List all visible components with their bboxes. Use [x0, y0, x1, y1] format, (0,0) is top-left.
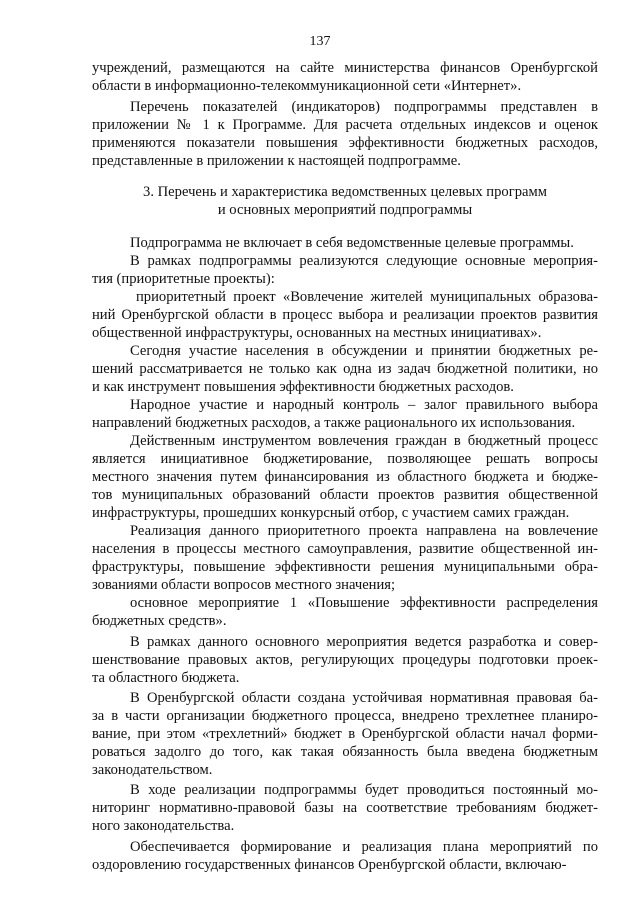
- text-line: ного законодательства.: [92, 818, 235, 834]
- text-line: шенствование правовых актов, регулирующих процедуры подготовки проек-: [92, 652, 598, 668]
- text-line: за в части организации бюджетного процесса, внедрено трехлетнее планиро-: [92, 708, 598, 724]
- text-line: приложении № 1 к Программе. Для расчета отдельных индексов и оценок: [92, 117, 598, 133]
- text-line: оздоровлению государственных финансов Оренбургской области, включаю-: [92, 857, 567, 873]
- text-line: инфраструктуры, прошедших конкурсный отбор, с участием самих граждан.: [92, 505, 570, 521]
- text-line: В рамках данного основного мероприятия ведется разработка и совер-: [130, 634, 598, 650]
- text-line: бюджетных средств».: [92, 613, 227, 629]
- section-heading-line: 3. Перечень и характеристика ведомственных целевых программ: [143, 184, 547, 200]
- text-line: является инициативное бюджетирование, позволяющее решать вопросы: [92, 451, 598, 467]
- text-line: применяются показатели повышения эффективности бюджетных расходов,: [92, 135, 598, 151]
- text-line: фраструктуры, повышение эффективности решения муниципальными обра-: [92, 559, 598, 575]
- text-line: та областного бюджета.: [92, 670, 240, 686]
- text-line: тия (приоритетные проекты):: [92, 271, 275, 287]
- text-line: законодательством.: [92, 762, 213, 778]
- text-line: тов муниципальных образований области проектов развития общественной: [92, 487, 598, 503]
- text-line: населения в процессы местного самоуправления, развитие общественной ин-: [92, 541, 598, 557]
- text-line: ний Оренбургской области в процесс выбора и реализации проектов развития: [92, 307, 598, 323]
- text-line: В рамках подпрограммы реализуются следующие основные мероприя-: [130, 253, 598, 269]
- text-line: Сегодня участие населения в обсуждении и принятии бюджетных ре-: [130, 343, 598, 359]
- text-line: зованиями области вопросов местного значения;: [92, 577, 396, 593]
- text-line: Действенным инструментом вовлечения граждан в бюджетный процесс: [130, 433, 598, 449]
- text-line: представленные в приложении к настоящей подпрограмме.: [92, 153, 461, 169]
- text-line: шений рассматривается не только как одна из задач бюджетной политики, но: [92, 361, 598, 377]
- text-line: Подпрограмма не включает в себя ведомственные целевые программы.: [130, 235, 574, 251]
- text-line: вание, при этом «трехлетний» бюджет в Оренбургской области начал форми-: [92, 726, 598, 742]
- text-line: области в информационно-телекоммуникационной сети «Интернет».: [92, 78, 522, 94]
- text-line: роваться задолго до того, как такая обязанность была введена бюджетным: [92, 744, 598, 760]
- text-line: приоритетный проект «Вовлечение жителей муниципальных образова-: [136, 289, 598, 305]
- text-line: В ходе реализации подпрограммы будет проводиться постоянный мо-: [130, 782, 598, 798]
- text-line: Перечень показателей (индикаторов) подпрограммы представлен в: [130, 99, 598, 115]
- text-line: местного значения путем финансирования из областного бюджета и бюдже-: [92, 469, 598, 485]
- text-line: направлений бюджетных расходов, а также рационального их использования.: [92, 415, 576, 431]
- section-heading-line: и основных мероприятий подпрограммы: [217, 202, 473, 218]
- page-number: 137: [309, 34, 331, 49]
- text-line: учреждений, размещаются на сайте министерства финансов Оренбургской: [92, 60, 598, 76]
- text-line: ниторинг нормативно-правовой базы на соответствие требованиям бюджет-: [92, 800, 598, 816]
- text-line: общественной инфраструктуры, основанных на местных инициативах».: [92, 325, 542, 341]
- text-line: Народное участие и народный контроль – залог правильного выбора: [130, 397, 598, 413]
- text-line: и как инструмент повышения эффективности бюджетных расходов.: [92, 379, 514, 395]
- text-line: основное мероприятие 1 «Повышение эффективности распределения: [130, 595, 598, 611]
- text-line: Обеспечивается формирование и реализация плана мероприятий по: [130, 839, 598, 855]
- text-line: Реализация данного приоритетного проекта направлена на вовлечение: [130, 523, 598, 539]
- text-line: В Оренбургской области создана устойчивая нормативная правовая ба-: [130, 690, 598, 706]
